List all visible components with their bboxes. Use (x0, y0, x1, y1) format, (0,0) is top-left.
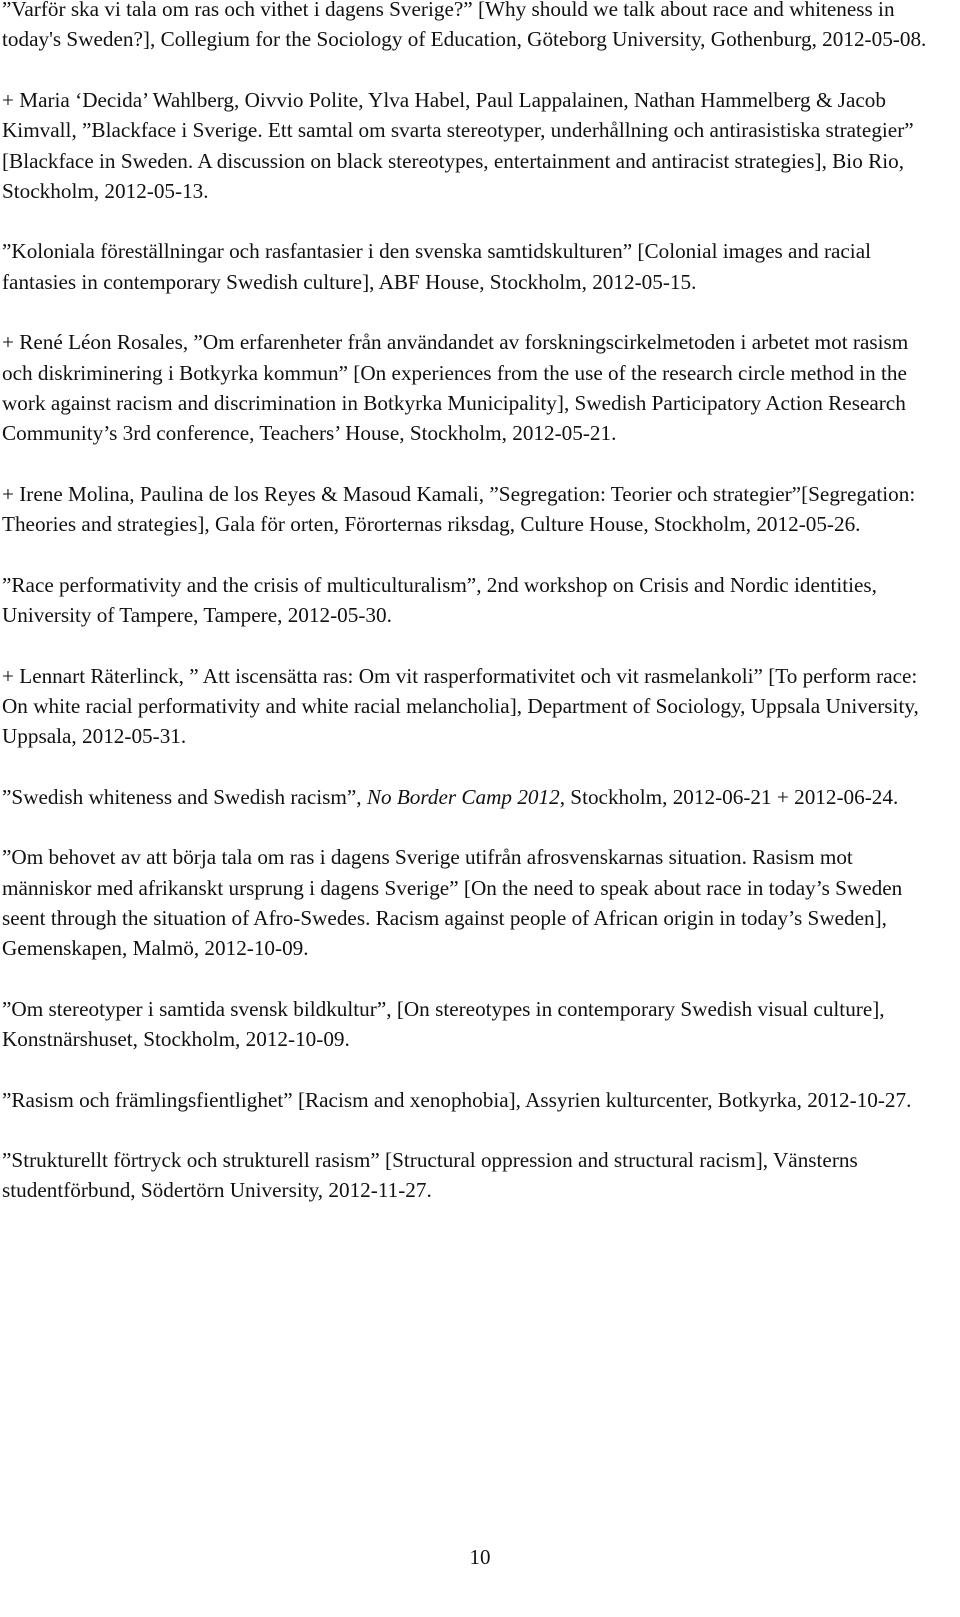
event-title-italic: No Border Camp 2012 (366, 784, 560, 809)
entry-text-after-title: , Stockholm, 2012-06-21 + 2012-06-24. (559, 784, 899, 809)
list-item: ”Rasism och främlingsfientlighet” [Racism and xenophobia], Assyrien kulturcenter, Botkyrka, 2012-10-27. (2, 1087, 912, 1112)
entry-text-before-title: ”Swedish whiteness and Swedish racism”, (2, 784, 367, 809)
list-item: + Maria ‘Decida’ Wahlberg, Oivvio Polite, Ylva Habel, Paul Lappalainen, Nathan Hammelberg & Jacob Kimvall, ”Blackface i Sverige. Ett samtal om svarta stereotyper, underhållning och antirasistiska strategier” [Blackface in Sweden. A discussion on black stereotypes, entertainment and antiracist strategies], Bio Rio, Stockholm, 2012-05-13. (2, 87, 914, 204)
list-item: + Lennart Räterlinck, ” Att iscensätta ras: Om vit rasperformativitet och vit rasmelankoli” [To perform race: On white racial performativity and white racial melancholia], Department of Sociology, Uppsala University, Uppsala, 2012-05-31. (2, 663, 919, 749)
page-number: 10 (469, 1545, 491, 1569)
list-item: ”Om behovet av att börja tala om ras i dagens Sverige utifrån afrosvenskarnas situation. Rasism mot människor med afrikanskt ursprung i dagens Sverige” [On the need to speak about race in today’s Sweden seent through the situation of Afro-Swedes. Racism against people of African origin in today’s Sweden], Gemenskapen, Malmö, 2012-10-09. (2, 845, 903, 961)
list-item: ”Koloniala föreställningar och rasfantasier i den svenska samtidskulturen” [Colonial images and racial fantasies in contemporary Swedish culture], ABF House, Stockholm, 2012-05-15. (2, 239, 871, 294)
list-item: ”Strukturellt förtryck och strukturell rasism” [Structural oppression and structural racism], Vänsterns studentförbund, Södertörn University, 2012-11-27. (2, 1147, 858, 1203)
list-item: ”Race performativity and the crisis of multiculturalism”, 2nd workshop on Crisis and Nordic identities, University of Tampere, Tampere, 2012-05-30. (2, 572, 877, 628)
list-item: + René Léon Rosales, ”Om erfarenheter från användandet av forskningscirkelmetoden i arbetet mot rasism och diskriminering i Botkyrka kommun” [On experiences from the use of the research circle method in the work against racism and discrimination in Botkyrka Municipality], Swedish Participatory Action Research Community’s 3rd conference, Teachers’ House, Stockholm, 2012-05-21. (2, 330, 909, 446)
list-item: + Irene Molina, Paulina de los Reyes & Masoud Kamali, ”Segregation: Teorier och strategier”[Segregation: Theories and strategies], Gala för orten, Förorternas riksdag, Culture House, Stockholm, 2012-05-26. (2, 481, 916, 537)
list-item (2, 782, 942, 812)
list-item: ”Varför ska vi tala om ras och vithet i dagens Sverige?” [Why should we talk about race and whiteness in today's Sweden?], Collegium for the Sociology of Education, Göteborg University, Gothenburg, 2012-05-08. (2, 0, 927, 52)
list-item: ”Om stereotyper i samtida svensk bildkultur”, [On stereotypes in contemporary Swedish visual culture], Konstnärshuset, Stockholm, 2012-10-09. (2, 996, 885, 1052)
presentation-list (2, 0, 942, 1236)
